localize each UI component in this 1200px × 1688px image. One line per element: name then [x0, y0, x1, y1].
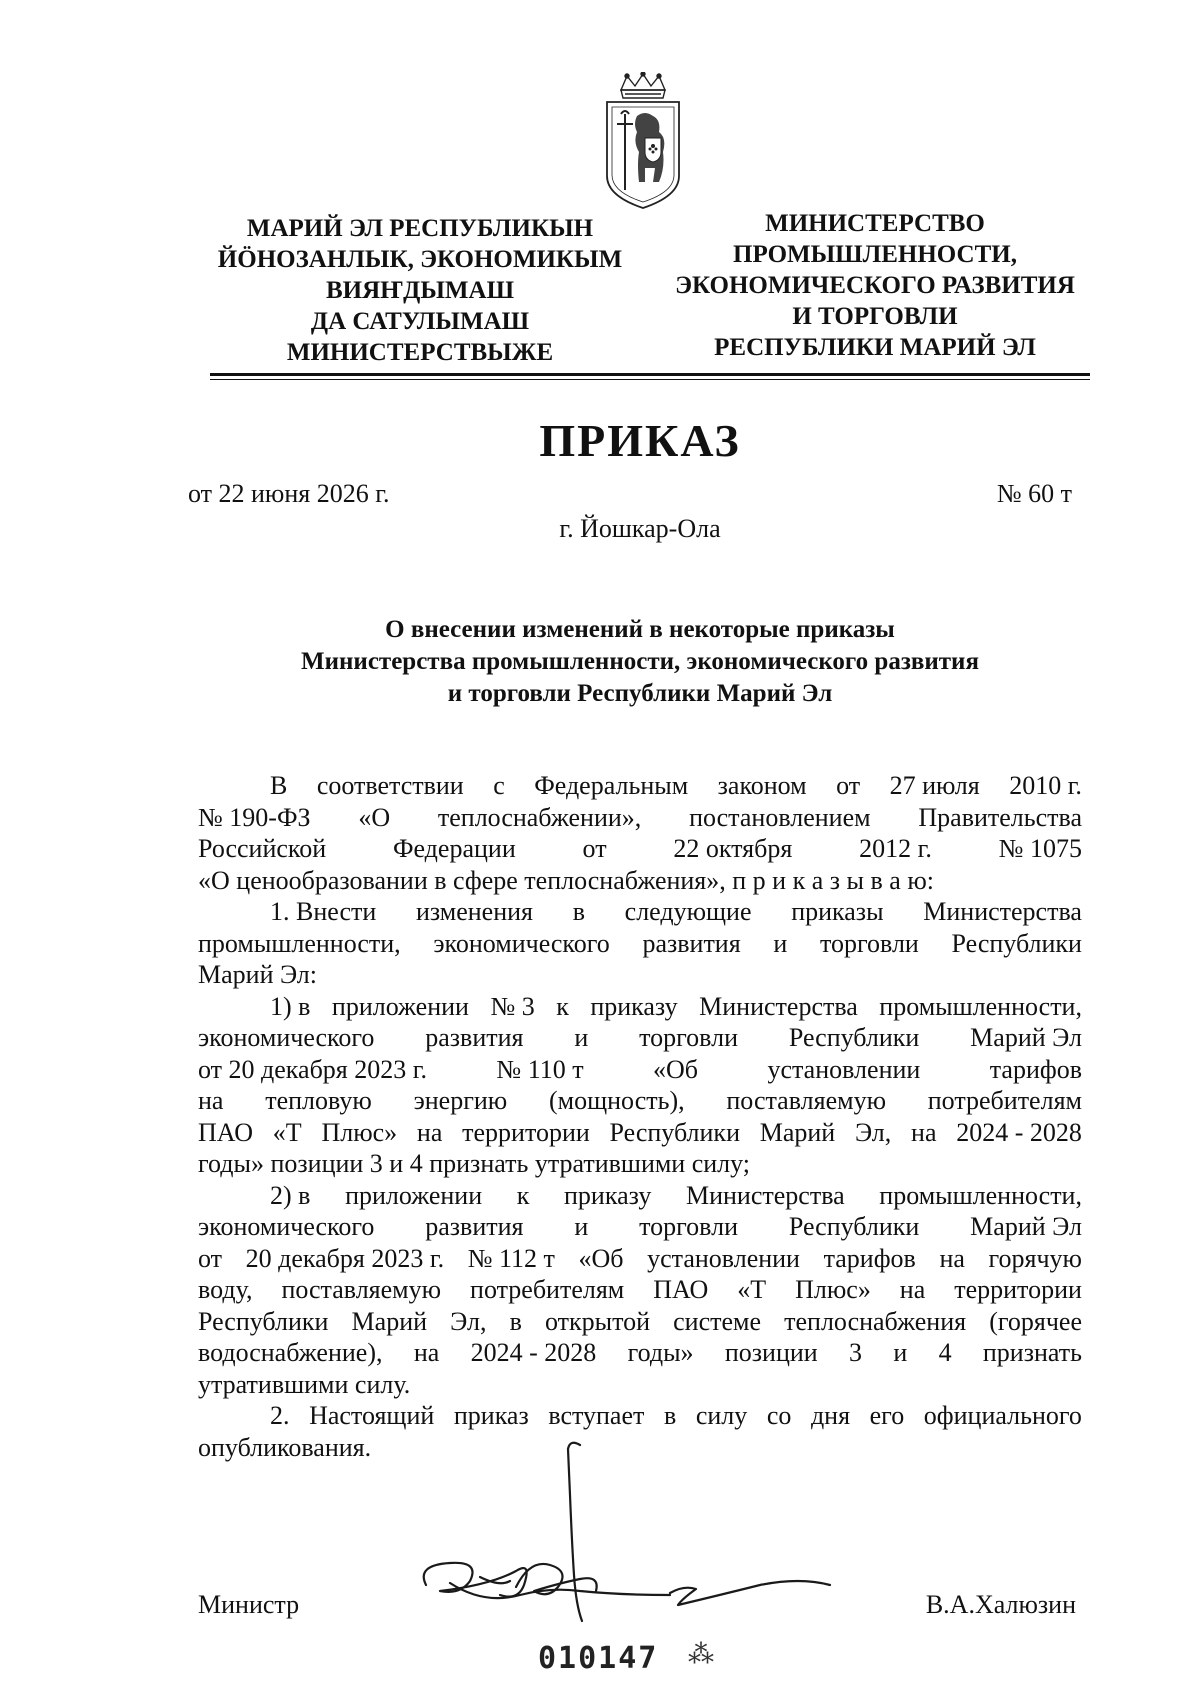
body-word: и [893, 1338, 908, 1367]
body-word: Эл, [450, 1306, 487, 1336]
body-line [198, 770, 1082, 802]
body-word: годы» [627, 1338, 694, 1367]
body-word: открытой [544, 1306, 651, 1336]
body-word: законом [717, 771, 807, 800]
signatory-name: В.А.Халюзин [925, 1590, 1076, 1619]
body-line [198, 1148, 1082, 1180]
body-word: Республики [788, 1023, 920, 1052]
body-word: силу [695, 1401, 748, 1430]
body-word: приказу [564, 1180, 652, 1210]
body-word: Министерства [699, 991, 858, 1021]
body-word: «Т [737, 1275, 767, 1304]
body-word: В [270, 771, 288, 800]
body-word: ПАО [198, 1117, 254, 1147]
body-word: Российской [198, 834, 327, 863]
body-word: торговли [819, 928, 919, 958]
header-right-line: И ТОРГОВЛИ [792, 303, 958, 330]
body-word: торговли [639, 1023, 738, 1052]
document-title: ПРИКАЗ [539, 415, 741, 466]
body-word: территории [954, 1275, 1082, 1304]
body-word: на [416, 1117, 443, 1147]
body-word: Федерации [392, 834, 516, 863]
body-word: Настоящий [309, 1401, 435, 1430]
body-word: 20 декабря 2023 г. [245, 1243, 445, 1273]
body-word: горячую [988, 1243, 1082, 1273]
body-line [198, 802, 1082, 834]
body-word: экономического [198, 1023, 375, 1052]
header-right-line: ЭКОНОМИЧЕСКОГО РАЗВИТИЯ [675, 272, 1075, 299]
body-word: 22 октября [673, 834, 793, 863]
coat-of-arms-icon [601, 72, 685, 212]
body-word: на [899, 1275, 926, 1304]
body-word: к [556, 991, 569, 1021]
body-word: от [836, 771, 861, 800]
body-word: № 1075 [998, 834, 1082, 863]
body-word: на [939, 1243, 965, 1273]
body-word: Марий [759, 1117, 836, 1147]
body-word: официального [923, 1401, 1082, 1430]
body-word: потребителям [927, 1086, 1082, 1115]
body-word: № 190-ФЗ [198, 802, 311, 832]
body-word: промышленности, [879, 991, 1082, 1021]
body-line [198, 928, 1082, 960]
body-word: развития [425, 1023, 524, 1052]
body-line [198, 1054, 1082, 1086]
body-word: потребителям [470, 1275, 625, 1304]
body-line [198, 1243, 1082, 1275]
body-word: на [911, 1117, 937, 1147]
body-word: его [869, 1401, 905, 1430]
body-word: постановлением [689, 802, 871, 832]
header-divider [210, 373, 1090, 376]
body-word: дня [810, 1401, 851, 1430]
body-word: № 3 [490, 991, 535, 1021]
body-word: в [509, 1306, 522, 1336]
body-word: опубликования. [198, 1432, 372, 1462]
body-line [198, 1400, 1082, 1432]
document-body [198, 770, 1082, 1463]
body-word: «О ценообразовании в сфере теплоснабжения», п р и к а з ы в а ю: [198, 865, 934, 895]
body-word: Министерства [923, 897, 1082, 926]
body-word: на [413, 1338, 440, 1367]
subject-line: Министерства промышленности, экономического развития [301, 648, 979, 675]
signatory-role: Министр [198, 1590, 300, 1619]
body-word: развития [425, 1212, 524, 1241]
body-word: «Т [272, 1117, 302, 1147]
body-word: промышленности, [198, 928, 401, 958]
body-word: со [766, 1401, 792, 1430]
body-word: Эл, [854, 1117, 892, 1147]
body-word: 2010 г. [1009, 771, 1082, 800]
body-word: Федеральным [534, 771, 689, 800]
body-word: поставляемую [281, 1275, 442, 1304]
body-word: 1) в [270, 991, 311, 1021]
body-word: годы» позиции 3 и 4 признать утратившими силу; [198, 1149, 751, 1178]
body-word: Республики [609, 1117, 740, 1147]
body-word: приказу [590, 991, 678, 1021]
body-word: Марий [351, 1306, 428, 1336]
body-word: Марий Эл [970, 1212, 1082, 1241]
document-subject [150, 614, 1130, 710]
header-mari-language [200, 213, 640, 368]
body-word: Министерства [685, 1180, 845, 1210]
body-word: приказы [791, 897, 884, 926]
header-divider-thin [210, 379, 1090, 380]
header-right-line: МИНИСТЕРСТВО [765, 210, 985, 237]
body-word: энергию [413, 1086, 508, 1115]
body-line [198, 1180, 1082, 1212]
body-word: утратившими силу. [198, 1369, 411, 1399]
body-word: признать [982, 1338, 1082, 1367]
body-line [198, 1211, 1082, 1243]
body-word: экономического [198, 1212, 375, 1241]
body-word: следующие [624, 897, 752, 926]
body-word: в [663, 1401, 677, 1430]
body-word: соответствии [316, 771, 464, 800]
header-right-line: ПРОМЫШЛЕННОСТИ, [733, 241, 1017, 268]
body-word: № 112 т [467, 1243, 555, 1273]
header-left-line: МАРИЙ ЭЛ РЕСПУБЛИКЫН [246, 215, 594, 242]
body-word: Плюс» [795, 1275, 871, 1304]
body-word: от [582, 834, 607, 863]
body-word: тарифов [823, 1243, 916, 1273]
serial-mark-icon: ⁂ [688, 1640, 714, 1669]
body-word: территории [462, 1117, 590, 1147]
body-line [198, 896, 1082, 928]
body-word: тепловую [265, 1086, 372, 1115]
body-word: (мощность), [549, 1086, 685, 1115]
header-right-line: РЕСПУБЛИКИ МАРИЙ ЭЛ [714, 334, 1036, 361]
body-line [198, 1022, 1082, 1054]
body-word: Марий Эл [970, 1023, 1082, 1052]
body-word: Плюс» [321, 1117, 398, 1147]
handwritten-signature [420, 1435, 860, 1625]
body-word: и [574, 1023, 589, 1052]
body-word: установлении [767, 1054, 921, 1084]
body-word: «О [358, 802, 391, 832]
subject-line: О внесении изменений в некоторые приказы [385, 616, 895, 643]
body-word: Республики [198, 1306, 329, 1336]
body-word: 2) в [270, 1180, 311, 1210]
body-line [198, 833, 1082, 865]
body-word: 2024 - 2028 [470, 1338, 597, 1367]
body-word: 1. Внести [270, 897, 377, 926]
body-word: № 110 т [496, 1054, 584, 1084]
body-word: позиции [724, 1338, 818, 1367]
body-line [198, 1369, 1082, 1401]
body-word: водоснабжение), [198, 1338, 383, 1367]
body-word: приложении [331, 991, 469, 1021]
body-word: (горячее [989, 1306, 1082, 1336]
header-left-line: ЙÖНОЗАНЛЫК, ЭКОНОМИКЫМ [217, 246, 623, 273]
document-serial-number: 010147 [538, 1641, 659, 1676]
document-number: № 60 т [996, 479, 1072, 508]
body-word: вступает [548, 1401, 645, 1430]
body-word: теплоснабжения [784, 1306, 967, 1336]
body-word: приказ [453, 1401, 529, 1430]
body-word: и [574, 1212, 589, 1241]
body-word: системе [673, 1306, 762, 1336]
body-word: Правительства [918, 802, 1082, 832]
body-word: 3 [849, 1338, 863, 1367]
body-line [198, 1085, 1082, 1117]
body-word: экономического [433, 928, 610, 958]
header-left-line: МИНИСТЕРСТВЫЖЕ [286, 339, 554, 366]
document-city: г. Йошкар-Ола [559, 514, 721, 543]
body-word: 2. [270, 1401, 290, 1430]
header-left-line: ДА САТУЛЫМАШ [310, 308, 530, 335]
body-word: к [516, 1180, 530, 1210]
body-word: и [773, 928, 788, 958]
body-line [198, 959, 1082, 991]
body-word: установлении [647, 1243, 800, 1273]
header-russian-language [665, 208, 1085, 363]
body-line [198, 865, 1082, 897]
body-word: промышленности, [879, 1180, 1082, 1210]
body-word: воду, [198, 1275, 253, 1304]
body-word: развития [642, 928, 741, 958]
body-word: 27 июля [889, 771, 980, 800]
body-word: от [198, 1243, 223, 1273]
body-word: Республики [951, 928, 1082, 958]
body-word: тарифов [989, 1054, 1082, 1084]
body-word: Республики [788, 1212, 920, 1241]
body-word: «Об [653, 1054, 699, 1084]
body-word: в [572, 897, 585, 926]
body-word: ПАО [653, 1275, 709, 1304]
body-word: с [493, 771, 505, 800]
body-word: изменения [415, 897, 534, 926]
document-date: от 22 июня 2026 г. [188, 479, 390, 508]
body-word: Марий Эл: [198, 960, 318, 989]
body-word: 2024 - 2028 [956, 1117, 1082, 1147]
body-word: на [198, 1086, 224, 1115]
body-word: 2012 г. [859, 834, 932, 863]
body-line [198, 1274, 1082, 1306]
body-word: приложении [345, 1180, 483, 1210]
body-line [198, 1337, 1082, 1369]
body-word: «Об [578, 1243, 624, 1273]
body-word: поставляемую [726, 1086, 886, 1115]
subject-line: и торговли Республики Марий Эл [447, 680, 833, 707]
body-line [198, 991, 1082, 1023]
body-line [198, 1117, 1082, 1149]
body-line [198, 1306, 1082, 1338]
body-word: 4 [938, 1338, 952, 1367]
body-word: торговли [639, 1212, 738, 1241]
header-left-line: ВИЯҤДЫМАШ [325, 277, 515, 304]
body-word: от 20 декабря 2023 г. [198, 1054, 427, 1084]
body-word: теплоснабжении», [437, 802, 642, 832]
